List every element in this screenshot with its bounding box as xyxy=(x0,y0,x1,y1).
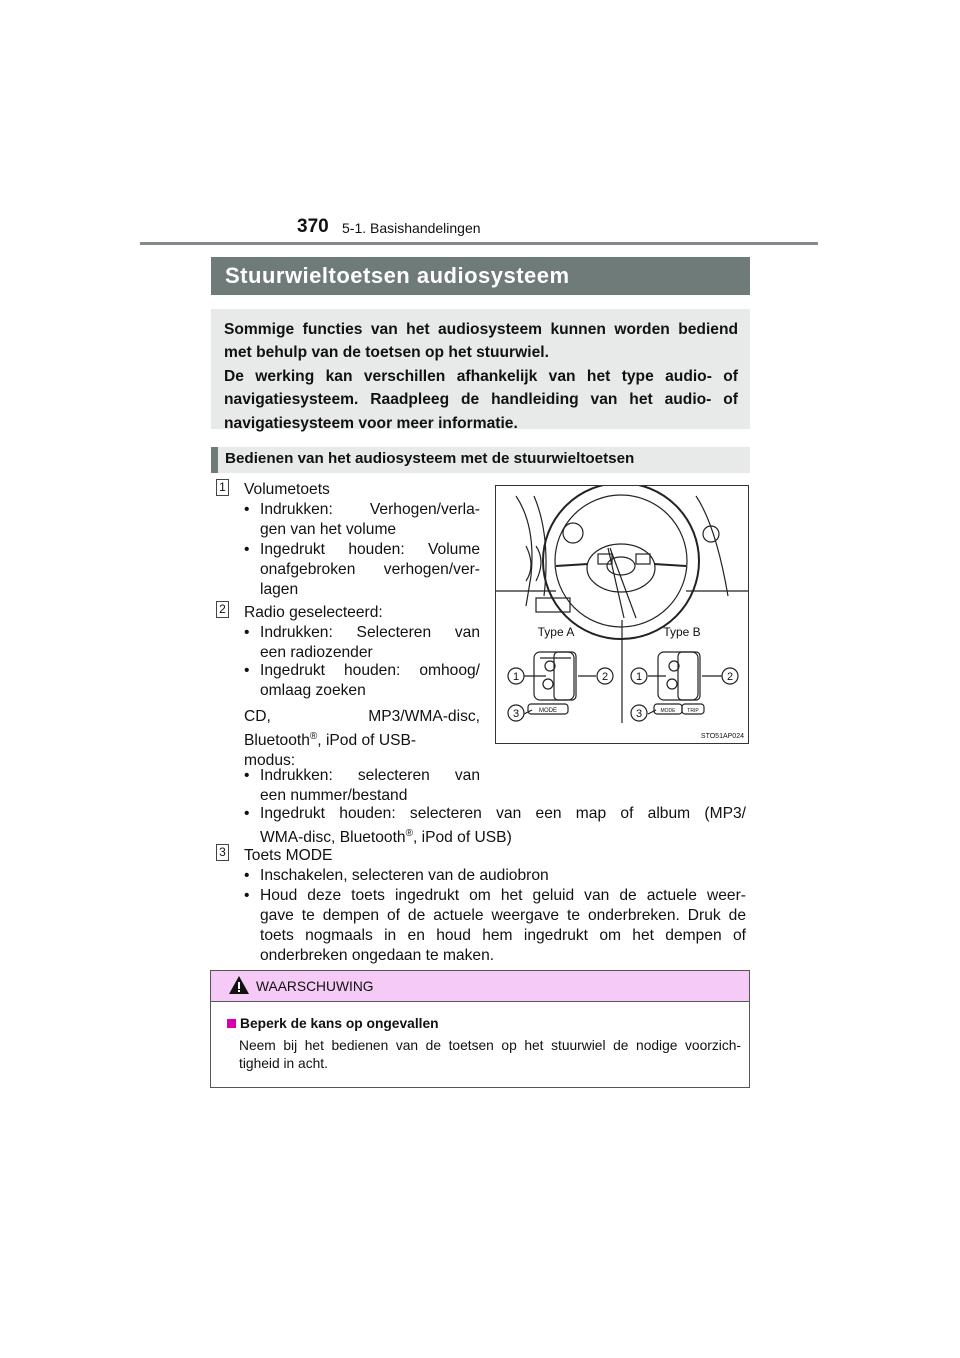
callout-1-b: 1 xyxy=(635,671,643,683)
bullet-line: Indrukken: selecteren van xyxy=(260,767,480,784)
bullet-line: omlaag zoeken xyxy=(260,682,366,699)
bullet-line: Houd deze toets ingedrukt om het geluid van de actuele weer- xyxy=(260,887,746,904)
warning-item-label: Beperk de kans op ongevallen xyxy=(240,1016,439,1031)
callout-1-a: 1 xyxy=(512,671,520,683)
item-number-3: 3 xyxy=(216,844,229,861)
steering-wheel-illustration xyxy=(496,486,748,743)
bullet-line: gave te dempen of de actuele weergave te onderbreken. Druk de xyxy=(260,907,746,924)
item-2-heading: Radio geselecteerd: xyxy=(244,604,383,621)
warning-text-line: tigheid in acht. xyxy=(239,1056,328,1071)
figure-code: STO51AP024 xyxy=(700,733,744,740)
intro-paragraph-1: Sommige functies van het audiosysteem kunnen worden bediend met behulp van de toetsen op het stuurwiel. xyxy=(224,321,738,362)
warning-text xyxy=(239,1037,741,1073)
bluetooth-text xyxy=(244,727,416,751)
warning-title: WAARSCHUWING xyxy=(256,979,374,994)
bullet-dot: • xyxy=(244,501,250,518)
bullet-line: lagen xyxy=(260,581,299,598)
warning-text-line: Neem bij het bedienen van de toetsen op het stuurwiel de nodige voorzich- xyxy=(239,1038,741,1053)
square-bullet-icon xyxy=(227,1019,236,1028)
mode-button-label-b: MODE xyxy=(660,708,676,714)
bullet-line: gen van het volume xyxy=(260,521,397,538)
item-2-bullet-1 xyxy=(244,623,480,663)
intro-box xyxy=(211,309,750,432)
subheading-line xyxy=(244,727,480,751)
bullet-line: onafgebroken verhogen/ver- xyxy=(260,561,480,578)
bluetooth-word: Bluetooth xyxy=(244,732,310,750)
item-3-bullet-2 xyxy=(244,886,746,966)
trip-button-label: TRIP xyxy=(687,708,699,714)
bullet-line: Ingedrukt houden: omhoog/ xyxy=(260,662,480,679)
item-2-bullet-3 xyxy=(244,766,480,806)
subheading-line: modus: xyxy=(244,752,296,770)
bullet-text-part: WMA-disc, Bluetooth xyxy=(260,829,406,847)
bullet-dot: • xyxy=(244,805,250,822)
bullet-dot: • xyxy=(244,887,250,904)
bullet-dot: • xyxy=(244,867,250,884)
item-1-bullet-2 xyxy=(244,540,480,600)
steering-wheel-figure xyxy=(495,485,749,744)
bullet-line: Indrukken: Selecteren van xyxy=(260,624,480,641)
section-label: 5-1. Basishandelingen xyxy=(342,220,481,236)
warning-item-heading xyxy=(227,1016,439,1031)
bullet-dot: • xyxy=(244,624,250,641)
bullet-dot: • xyxy=(244,767,250,784)
bullet-line: Indrukken: Verhogen/verla- xyxy=(260,501,480,518)
callout-3-a: 3 xyxy=(512,708,520,720)
callout-2-a: 2 xyxy=(601,671,609,683)
callout-3-b: 3 xyxy=(635,708,643,720)
bullet-line: Inschakelen, selecteren van de audiobron xyxy=(260,867,549,884)
item-2-bullet-4 xyxy=(244,804,746,847)
intro-paragraph-2: De werking kan verschillen afhankelijk van het type audio- of navigatiesysteem. Raadpleeg de handleiding van het audio- of navigatiesysteem voor meer informatie. xyxy=(224,367,738,432)
item-number-2: 2 xyxy=(216,601,229,618)
bullet-line: Ingedrukt houden: selecteren van een map of album (MP3/ xyxy=(260,805,746,822)
warning-header xyxy=(211,971,749,1002)
bluetooth-rest: , iPod of USB- xyxy=(317,732,417,750)
type-a-label: Type A xyxy=(537,625,575,639)
page-title: Stuurwieltoetsen audiosysteem xyxy=(211,257,750,295)
bullet-dot: • xyxy=(244,541,250,558)
item-1-heading: Volumetoets xyxy=(244,481,330,498)
item-2-subheading xyxy=(244,707,480,771)
registered-mark: ® xyxy=(309,731,318,742)
item-2-bullet-2 xyxy=(244,661,480,701)
bullet-dot: • xyxy=(244,662,250,679)
item-3-heading: Toets MODE xyxy=(244,847,333,864)
bullet-text-part: , iPod of USB) xyxy=(412,829,512,847)
subsection-heading: Bedienen van het audiosysteem met de stuurwieltoetsen xyxy=(211,447,750,473)
warning-box xyxy=(210,970,750,1088)
subheading-line: CD, MP3/WMA-disc, xyxy=(244,708,480,725)
bullet-line: een nummer/bestand xyxy=(260,787,408,804)
callout-2-b: 2 xyxy=(726,671,734,683)
bullet-line: Ingedrukt houden: Volume xyxy=(260,541,480,558)
header-rule xyxy=(140,242,818,245)
item-number-1: 1 xyxy=(216,479,229,496)
item-3-bullet-1 xyxy=(244,866,746,886)
bullet-line: onderbreken ongedaan te maken. xyxy=(260,947,495,964)
mode-button-label-a: MODE xyxy=(539,708,557,714)
bullet-line: toets nogmaals in en houd hem ingedrukt om het dempen of xyxy=(260,927,746,944)
type-b-label: Type B xyxy=(663,625,701,639)
registered-mark: ® xyxy=(405,828,413,839)
bullet-line xyxy=(260,824,746,848)
warning-triangle-icon xyxy=(228,975,250,995)
page-number: 370 xyxy=(297,216,329,237)
bullet-line: een radiozender xyxy=(260,644,373,661)
